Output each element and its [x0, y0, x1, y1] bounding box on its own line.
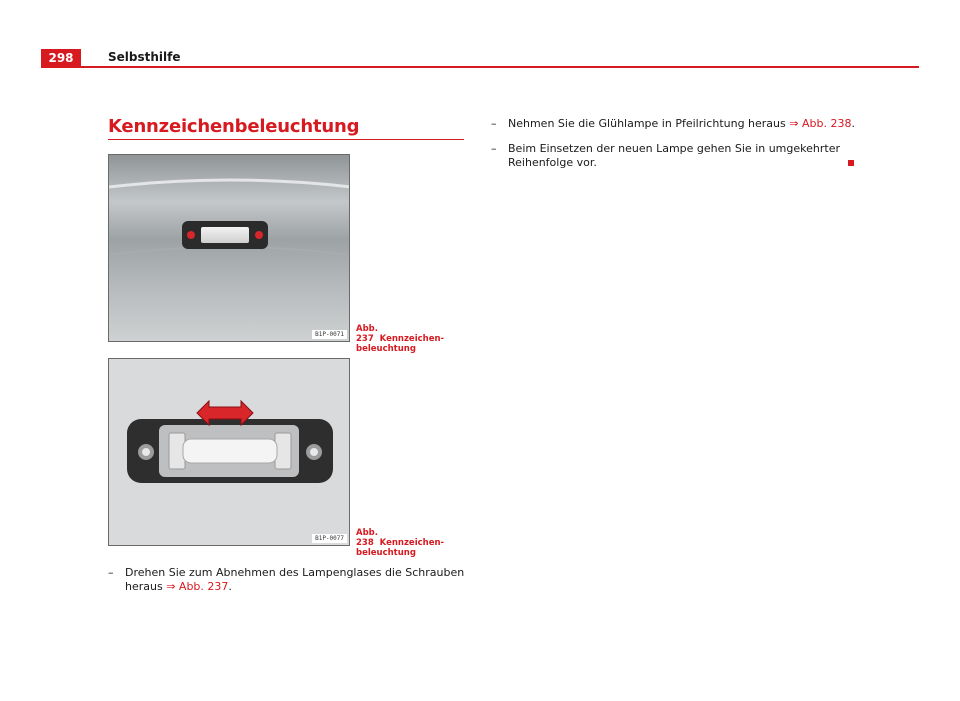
- step-text: Beim Einsetzen der neuen Lampe gehen Sie in umgekehrter Reihenfolge vor.: [508, 142, 840, 169]
- figure-238-image: [108, 358, 350, 546]
- step-dash: –: [491, 117, 497, 130]
- caption-label: Abb. 237: [356, 324, 378, 344]
- step-1: [108, 566, 468, 594]
- title-rule: [108, 139, 464, 140]
- caption-label: Abb. 238: [356, 528, 378, 548]
- step-2: [491, 117, 861, 131]
- step-suffix: .: [228, 580, 232, 593]
- step-3: [491, 142, 851, 170]
- step-text: Nehmen Sie die Glühlampe in Pfeilrichtung heraus: [508, 117, 790, 130]
- bulb-removal-illustration: [109, 359, 350, 546]
- figure-237-image: [108, 154, 350, 342]
- figure-code: B1P-0077: [312, 534, 347, 543]
- step-dash: –: [491, 142, 497, 155]
- figure-code: B1P-0071: [312, 330, 347, 339]
- caption-text: Kennzeichen-beleuchtung: [356, 538, 445, 558]
- figure-reference-link[interactable]: ⇒ Abb. 238: [789, 117, 852, 130]
- end-of-section-icon: [848, 160, 854, 166]
- caption-text: Kennzeichen-beleuchtung: [356, 334, 445, 354]
- header-rule: [81, 66, 919, 68]
- figure-reference-link[interactable]: ⇒ Abb. 237: [166, 580, 229, 593]
- page-title: Kennzeichenbeleuchtung: [108, 116, 360, 137]
- figure-237-caption: [356, 324, 468, 354]
- page-number: 298: [41, 49, 81, 68]
- step-dash: –: [108, 566, 114, 579]
- section-title: Selbsthilfe: [108, 50, 181, 64]
- step-text: Drehen Sie zum Abnehmen des Lampenglases die Schrauben heraus: [125, 566, 465, 593]
- step-suffix: .: [851, 117, 855, 130]
- license-plate-light-photo: [109, 155, 350, 342]
- figure-238-caption: [356, 528, 468, 558]
